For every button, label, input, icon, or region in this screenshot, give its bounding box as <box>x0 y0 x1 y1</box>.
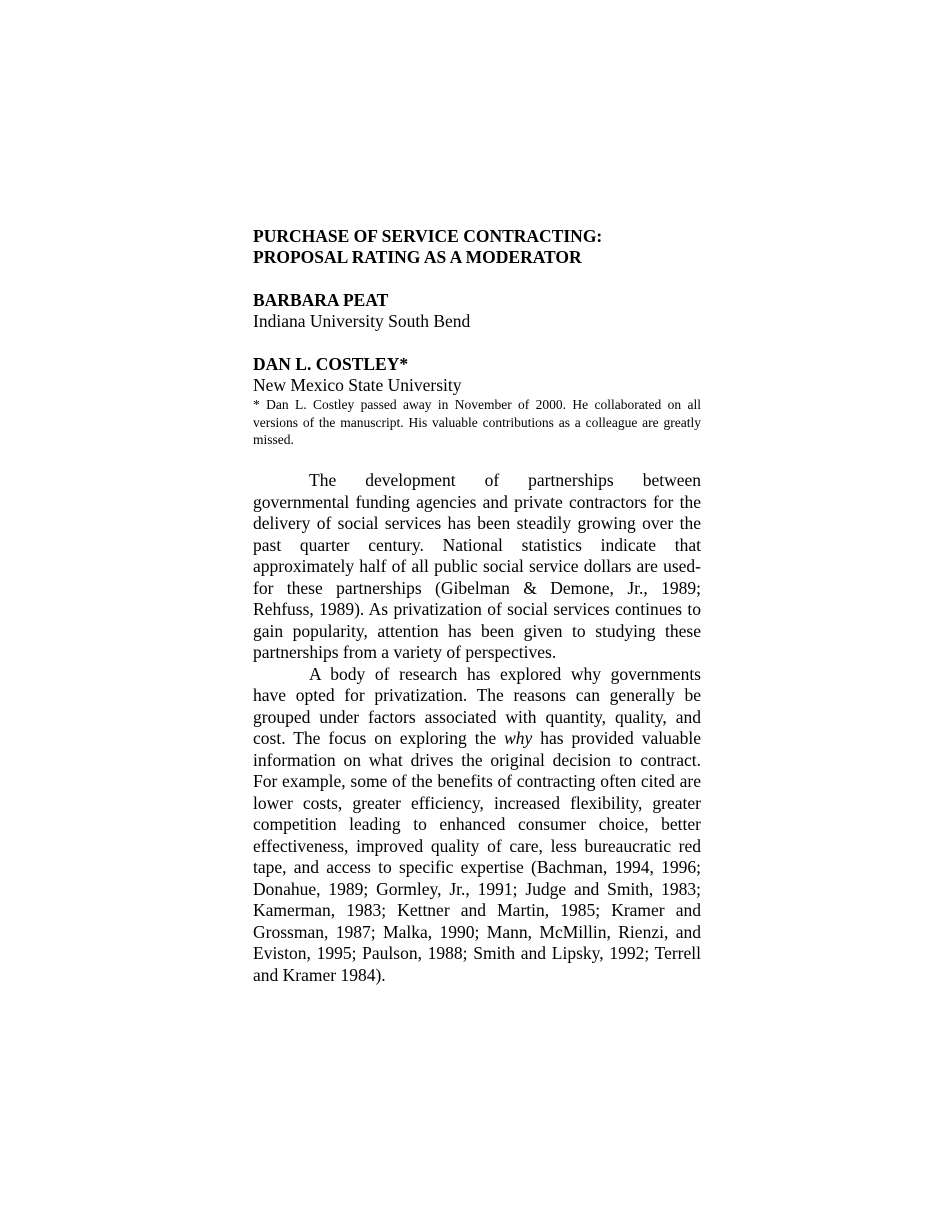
paragraph-2-text-after: has provided valuable information on what drives the original decision to contract. For example, some of the benefits of contracting often cited are lower costs, greater efficiency, increased flexibility, greater competition leading to enhanced consumer choice, better effectiveness, improved quality of care, less bureaucratic red tape, and access to specific expertise (Bachman, 1994, 1996; Donahue, 1989; Gormley, Jr., 1991; Judge and Smith, 1983; Kamerman, 1983; Kettner and Martin, 1985; Kramer and Grossman, 1987; Malka, 1990; Mann, McMillin, Rienzi, and Eviston, 1995; Paulson, 1988; Smith and Lipsky, 1992; Terrell and Kramer 1984). <box>253 728 701 985</box>
paragraph-2-text-before: A body of research has explored why governments have opted for privatization. The reasons can generally be grouped under factors associated with quantity, quality, and cost. The focus on exploring the <box>253 663 701 749</box>
author-dan-costley <box>253 353 701 449</box>
author-barbara-peat <box>253 289 701 332</box>
author-name: DAN L. COSTLEY* <box>253 354 409 374</box>
author-name: BARBARA PEAT <box>253 290 389 310</box>
title-line-2: PROPOSAL RATING AS A MODERATOR <box>253 247 582 267</box>
body-paragraph-1: The development of partnerships between governmental funding agencies and private contractors for the delivery of social services has been steadily growing over the past quarter century. National statistics indicate that approximately half of all public social service dollars are used-for these partnerships (Gibelman & Demone, Jr., 1989; Rehfuss, 1989). As privatization of social services continues to gain popularity, attention has been given to studying these partnerships from a variety of perspectives. <box>253 470 701 663</box>
author-affiliation: New Mexico State University <box>253 375 462 395</box>
article-body <box>253 470 701 986</box>
emphasis-why: why <box>504 728 533 749</box>
author-affiliation: Indiana University South Bend <box>253 311 471 331</box>
title-line-1: PURCHASE OF SERVICE CONTRACTING: <box>253 226 603 246</box>
article-page <box>253 226 701 986</box>
author-footnote: * Dan L. Costley passed away in November of 2000. He collaborated on all versions of the manuscript. His valuable contributions as a colleague are greatly missed. <box>253 397 701 448</box>
article-title <box>253 226 701 268</box>
body-paragraph-2 <box>253 664 701 987</box>
